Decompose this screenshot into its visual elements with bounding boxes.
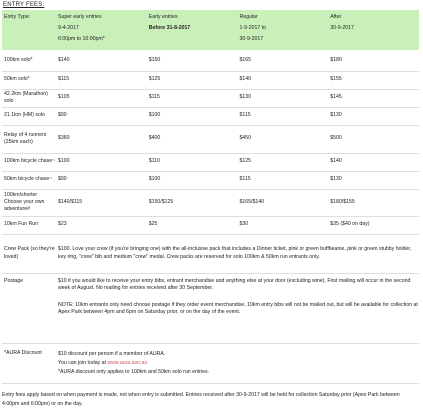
header-entry-type: Entry Type: <box>2 10 56 50</box>
price-cell: $110 <box>147 153 238 171</box>
aura-discount-text: $10 discount per person if a member of AURA. You can join today at www.aura.asn.au *AURA discount only applies to 100km and 50km solo run entries. <box>56 343 419 383</box>
price-cell: $90 <box>56 171 147 189</box>
entry-type-cell: 50km bicycle chase~ <box>2 171 56 189</box>
price-cell: $165 <box>238 50 329 71</box>
price-cell: $140 <box>238 71 329 89</box>
table-row <box>2 171 419 189</box>
postage-row <box>2 273 419 343</box>
price-cell: $400 <box>147 125 238 153</box>
price-cell: $140 <box>328 153 419 171</box>
entry-type-cell: 100km bicycle chase~ <box>2 153 56 171</box>
price-cell: $100 <box>56 153 147 171</box>
entry-type-cell: Relay of 4 runners (25km each) <box>2 125 56 153</box>
table-row <box>2 125 419 153</box>
price-cell: $35 ($40 on day) <box>328 216 419 234</box>
price-cell: $115 <box>147 89 238 107</box>
price-cell: $500 <box>328 125 419 153</box>
table-row <box>2 71 419 89</box>
price-cell: $100 <box>147 107 238 125</box>
price-cell: $180 <box>328 50 419 71</box>
price-cell: $140/$115 <box>56 189 147 216</box>
price-cell: $30 <box>238 216 329 234</box>
postage-text: $10 if you would like to receive your entry bibs, entrant merchandise and anything else at your door (excluding wine). First mailing will occur in the second week of August. No mailing for entries received after 30 September. NOTE: 10km entrants only need choose postage if they order event merchandise, 10km entry bibs will not be mailed out, but will be available for collection at Apex Park between 4pm and 6pm on Saturday prior, or on the day of the event. <box>56 273 419 343</box>
price-cell: $125 <box>147 71 238 89</box>
header-super-early: Super early entries 9-4-2017 6:00pm to 10:00pm* <box>56 10 147 50</box>
crew-pack-label: Crew Pack (so they're loved) <box>2 234 56 273</box>
price-cell: $115 <box>238 171 329 189</box>
crew-pack-row <box>2 234 419 273</box>
price-cell: $23 <box>56 216 147 234</box>
table-row <box>2 189 419 216</box>
table-row <box>2 153 419 171</box>
price-cell: $130 <box>328 171 419 189</box>
price-cell: $140 <box>56 50 147 71</box>
header-after: After 30-9-2017 <box>328 10 419 50</box>
price-cell: $145 <box>328 89 419 107</box>
entry-type-cell: 21.1km (HM) solo <box>2 107 56 125</box>
table-row <box>2 50 419 71</box>
price-cell: $100 <box>147 171 238 189</box>
table-row <box>2 216 419 234</box>
footer-note: Entry fees apply based on when payment is made, not when entry is submitted. Entries received after 30-9-2017 will be held for collection Saturday prior (Apex Park between 4:00pm and 6:00pm) or on the day. <box>2 392 400 408</box>
price-cell: $130 <box>328 107 419 125</box>
price-cell: $155 <box>328 71 419 89</box>
entry-type-cell: 100km solo* <box>2 50 56 71</box>
price-cell: $25 <box>147 216 238 234</box>
entry-type-cell: 10km Fun Run <box>2 216 56 234</box>
price-cell: $90 <box>56 107 147 125</box>
price-cell: $125 <box>238 153 329 171</box>
entry-fees-table <box>2 10 419 384</box>
price-cell: $450 <box>238 125 329 153</box>
postage-label: Postage <box>2 273 56 343</box>
aura-discount-row <box>2 343 419 383</box>
entry-type-cell: 50km solo* <box>2 71 56 89</box>
aura-discount-label: *AURA Discount <box>2 343 56 383</box>
aura-website-link[interactable]: www.aura.asn.au <box>107 359 148 366</box>
price-cell: $180/$155 <box>328 189 419 216</box>
entry-type-cell: 42.2km (Marathon) solo <box>2 89 56 107</box>
header-early: Early entries Before 31-8-2017 <box>147 10 238 50</box>
price-cell: $130 <box>238 89 329 107</box>
price-cell: $150 <box>147 50 238 71</box>
table-row <box>2 89 419 107</box>
price-cell: $360 <box>56 125 147 153</box>
price-cell: $115 <box>238 107 329 125</box>
table-header-row <box>2 10 419 50</box>
header-regular: Regular 1-9-2017 to 30-9-2017 <box>238 10 329 50</box>
page-title: ENTRY FEES: <box>3 2 45 8</box>
crew-pack-text: $100. Love your crew (if you're bringing one) with the all-inclusive pack that includes a Dinner ticket, pink or green buffbeanie, pink or green stubby holder, key ring, "crew" bib and medium "crew" medal. Crew packs are reserved for solo 100km & 50km run entrants only. <box>56 234 419 273</box>
price-cell: $165/$140 <box>238 189 329 216</box>
entry-type-cell: 100km/shorter Choose your own adventure# <box>2 189 56 216</box>
price-cell: $150/$125 <box>147 189 238 216</box>
price-cell: $115 <box>56 71 147 89</box>
price-cell: $105 <box>56 89 147 107</box>
table-row <box>2 107 419 125</box>
